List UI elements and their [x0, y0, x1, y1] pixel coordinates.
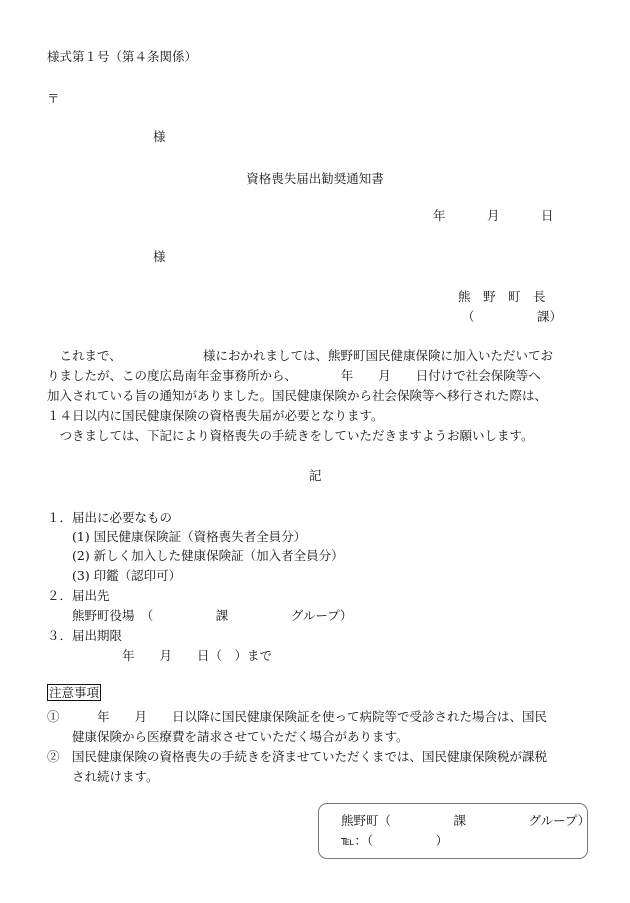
addressee-honorific: 様 [153, 129, 166, 144]
contact-tel: ℡：（ ） [341, 833, 449, 848]
form-number: 様式第１号（第４条関係） [47, 49, 198, 64]
body-line: りましたが、この度広島南年金事務所から、 年 月 日付けで社会保険等へ [47, 368, 541, 383]
note-line: ① 年 月 日以降に国民健康保険証を使って病院等で受診された場合は、国民 [47, 709, 548, 724]
list-item: ３．届出期限 [47, 628, 123, 643]
note-line: され続けます。 [47, 769, 159, 784]
list-item: (3) 印鑑（認印可） [47, 568, 182, 583]
sender-name: 熊 野 町 長 [458, 289, 546, 304]
body-line: これまで、 様におかれましては、熊野町国民健康保険に加入いただいてお [47, 348, 554, 363]
body-line: つきましては、下記により資格喪失の手続きをしていただきますようお願いします。 [47, 428, 534, 443]
list-item: １．届出に必要なもの [47, 510, 173, 525]
postal-mark: 〒 [47, 91, 60, 106]
ki-heading: 記 [309, 468, 322, 483]
list-item: 年 月 日（ ）まで [47, 648, 273, 663]
body-line: １４日以内に国民健康保険の資格喪失届が必要となります。 [47, 408, 384, 423]
body-line: 加入されている旨の通知がありました。国民健康保険から社会保険等へ移行された際は、 [47, 388, 548, 403]
contact-box [318, 803, 591, 859]
list-item: 熊野町役場 （ 課 グループ） [47, 608, 353, 623]
date-year: 年 [433, 208, 446, 223]
sender-dept: （ 課） [462, 309, 563, 324]
note-line: 健康保険から医療費を請求させていただく場合があります。 [47, 729, 409, 744]
list-item: (2) 新しく加入した健康保険証（加入者全員分） [47, 548, 344, 563]
list-item: ２．届出先 [47, 588, 110, 603]
document-title: 資格喪失届出勧奨通知書 [246, 171, 384, 186]
note-line: ② 国民健康保険の資格喪失の手続きを済ませていただくまでは、国民健康保険税が課税 [47, 749, 548, 764]
notes-heading: 注意事項 [49, 685, 100, 700]
recipient-honorific: 様 [153, 249, 166, 264]
date-day: 日 [541, 208, 554, 223]
date-month: 月 [487, 208, 500, 223]
contact-dept: 熊野町（ 課 グループ） [341, 813, 591, 828]
list-item: (1) 国民健康保険証（資格喪失者全員分） [47, 529, 307, 544]
